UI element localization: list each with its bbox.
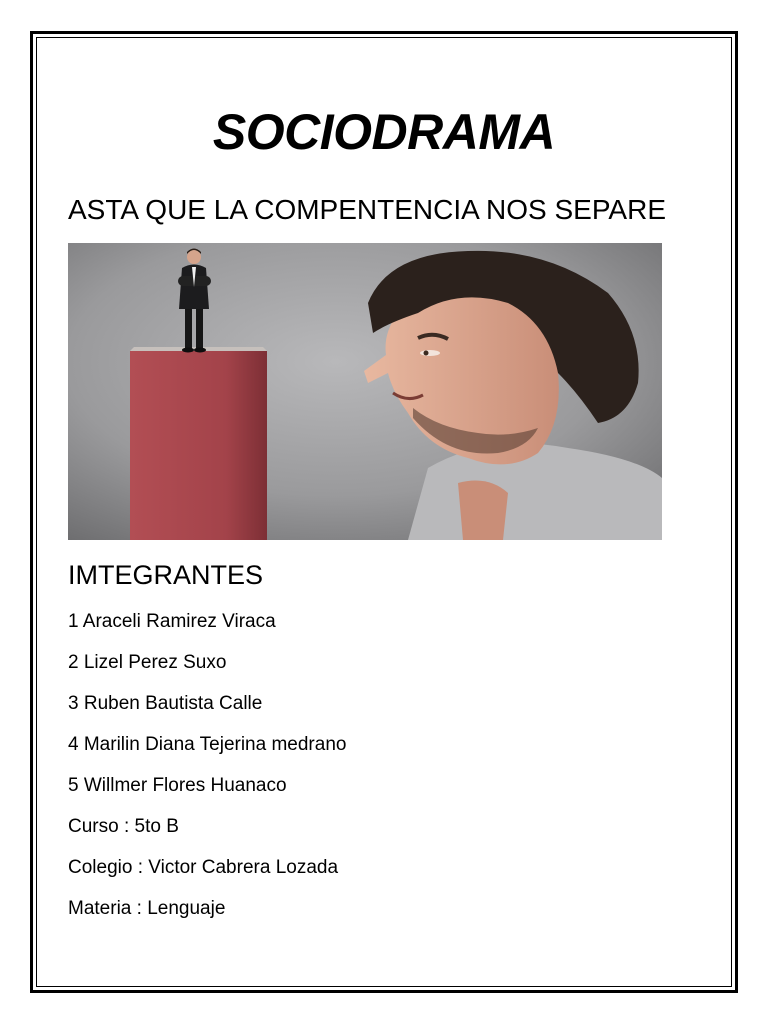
member-item: 1 Araceli Ramirez Viraca [68,611,276,632]
member-item: 3 Ruben Bautista Calle [68,693,263,714]
document-title: SOCIODRAMA [212,104,556,160]
members-list [68,608,346,936]
member-item: 5 Willmer Flores Huanaco [68,775,287,796]
document-subtitle: ASTA QUE LA COMPENTENCIA NOS SEPARE [68,194,667,225]
course-line: Curso : 5to B [68,816,179,837]
member-item: 4 Marilin Diana Tejerina medrano [68,734,347,755]
subject-line: Materia : Lenguaje [68,898,226,919]
member-item: 2 Lizel Perez Suxo [68,652,227,673]
members-heading: IMTEGRANTES [68,560,264,590]
cover-photo [68,243,662,540]
school-line: Colegio : Victor Cabrera Lozada [68,857,339,878]
